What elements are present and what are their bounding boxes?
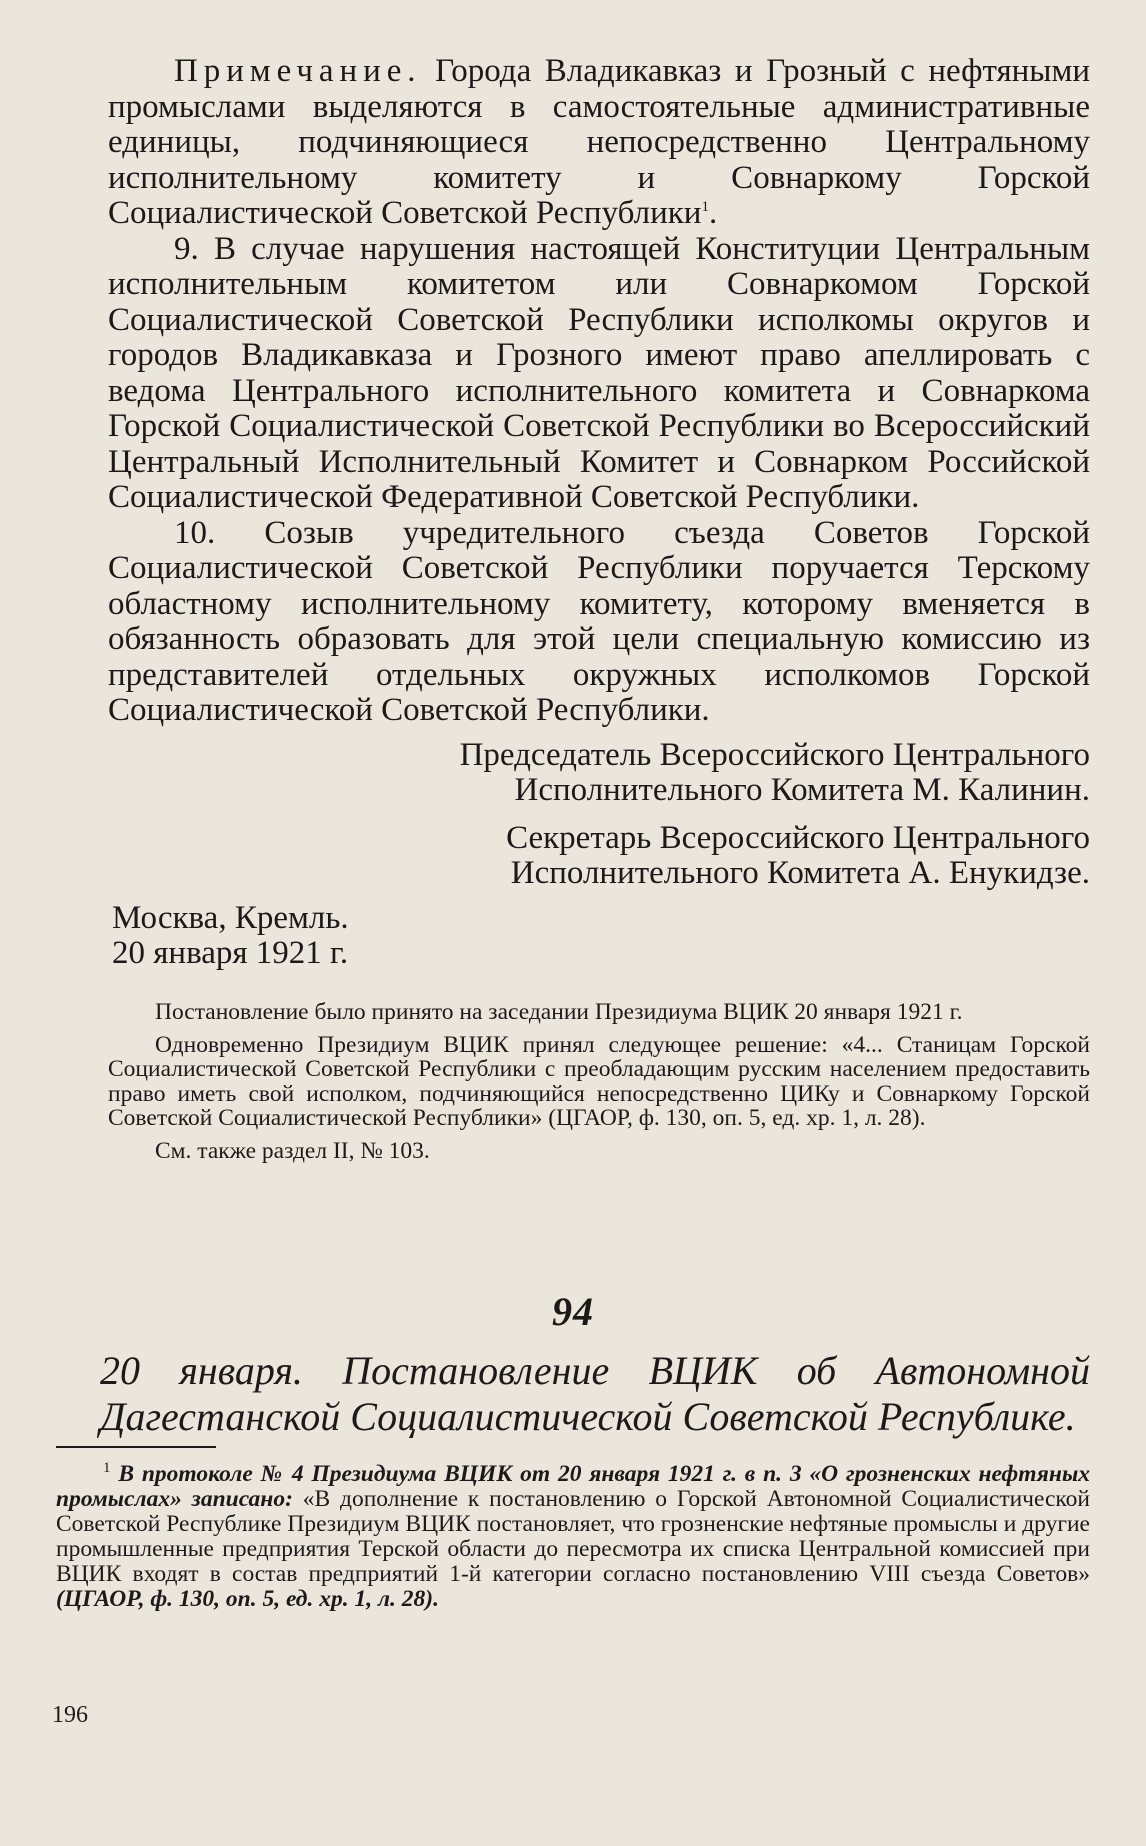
footnote-source: (ЦГАОР, ф. 130, оп. 5, ед. хр. 1, л. 28). [56, 1586, 439, 1612]
note-1: Постановление было принято на заседании Президиума ВЦИК 20 января 1921 г. [155, 999, 963, 1025]
note-end: . [708, 195, 718, 231]
paragraph-9: 9. В случае нарушения настоящей Конституции Центральным исполнительным комитетом или Совнаркомом Горской Социалистической Советской Республики исполкомы округов и городов Владикавказа и Грозного имеют право апеллировать с ведома Центрального исполнительного комитета и Совнаркома Горской Социалистической Советской Республики во Всероссийский Центральный Исполнительный Комитет и Совнарком Российской Социалистической Федеративной Советской Республики. [108, 230, 1090, 515]
secretary-line-1: Секретарь Всероссийского Центрального [506, 819, 1090, 856]
document-heading: 20 января. Постановление ВЦИК об Автономной Дагестанской Социалистической Советской Республике. [100, 1348, 1090, 1439]
footnote-mark: 1 [103, 1460, 111, 1477]
main-text [108, 54, 1090, 972]
note-3: См. также раздел II, № 103. [155, 1137, 430, 1164]
footnote-italic-intro: В протоколе № 4 Президиума ВЦИК от 20 января 1921 г. в п. 3 «О грозненских нефтяных промыслах» записано: [56, 1461, 1091, 1512]
footnote-divider [56, 1446, 216, 1448]
date: 20 января 1921 г. [112, 935, 349, 971]
footnote [56, 1462, 1090, 1612]
note-label: Примечание. [174, 53, 422, 89]
editorial-notes [108, 1000, 1090, 1171]
secretary-line-2: Исполнительного Комитета А. Енукидзе. [510, 855, 1090, 891]
note-2: Одновременно Президиум ВЦИК принял следующее решение: «4... Станицам Горской Социалистической Советской Республики с преобладающим русским населением предоставить право иметь свой исполком, подчиняющийся непосредственно ЦИКу и Совнаркому Горской Советской Социалистической Республики» (ЦГАОР, ф. 130, оп. 5, ед. хр. 1, л. 28). [108, 1031, 1090, 1131]
chair-line-1: Председатель Всероссийского Центрального [459, 736, 1090, 773]
document-number: 94 [552, 1289, 594, 1334]
page-number: 196 [52, 1702, 88, 1728]
signature-chair [108, 738, 1090, 809]
signature-secretary [108, 821, 1090, 892]
footnote-body: «В дополнение к постановлению о Горской Автономной Социалистической Советской Республике Президиум ВЦИК постановляет, что грозненские нефтяные промыслы и другие промышленные предприятия Терской области до пересмотра их списка Центральной комиссией при ВЦИК входят в состав предприятий 1-й категории согласно постановлению VIII съезда Советов» [56, 1486, 1090, 1587]
footnote-paragraph [56, 1462, 1090, 1612]
footnote-reference[interactable]: 1 [701, 199, 709, 215]
chair-line-2: Исполнительного Комитета М. Калинин. [514, 772, 1090, 808]
note-paragraph [108, 54, 1090, 232]
note-text: Города Владикавказ и Грозный с нефтяными промыслами выделяются в самостоятельные административные единицы, подчиняющиеся непосредственно Центральному исполнительному комитету и Совнаркому Горской Социалистической Советской Республики [108, 53, 1091, 231]
place-date [108, 901, 1090, 972]
place: Москва, Кремль. [112, 899, 349, 936]
paragraph-10: 10. Созыв учредительного съезда Советов Горской Социалистической Советской Республики поручается Терскому областному исполнительному комитету, которому вменяется в обязанность образовать для этой цели специальную комиссию из представителей отдельных окружных исполкомов Горской Социалистической Советской Республики. [108, 514, 1090, 728]
